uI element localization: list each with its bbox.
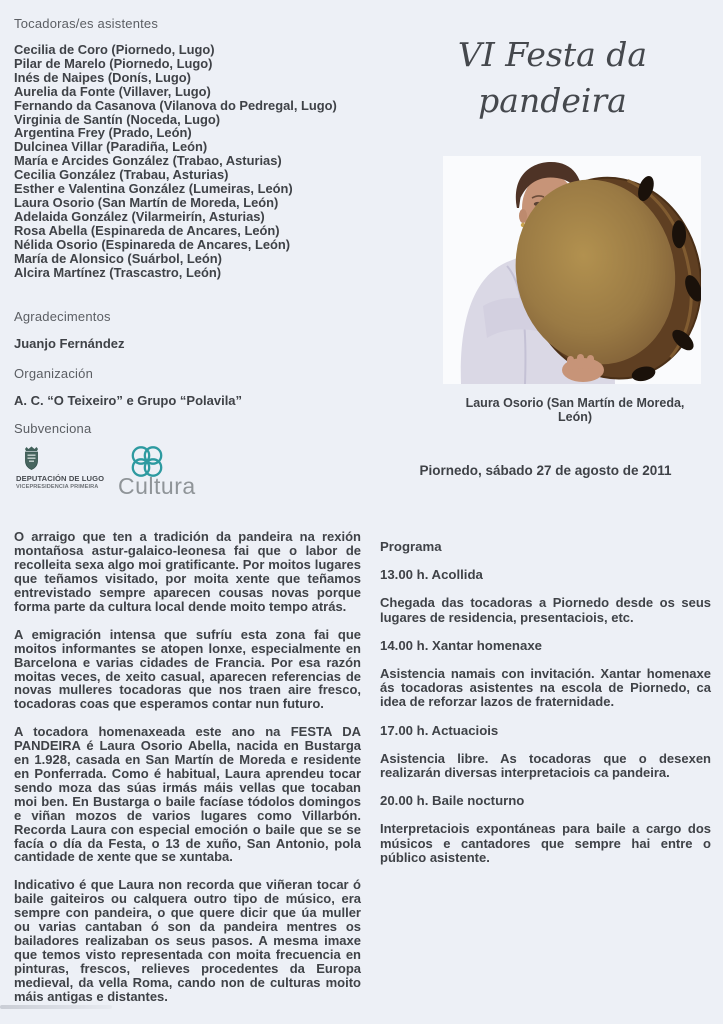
deputacion-name: DEPUTACIÓN DE LUGO	[16, 474, 105, 484]
sponsor-logos	[14, 446, 361, 508]
attendee-item: Alcira Martínez (Trascastro, León)	[14, 264, 222, 280]
program-description: Asistencia namais con invitación. Xantar homenaxe ás tocadoras asistentes na escola de Piornedo, ca idea de reforzar lazos de fraternidade.	[380, 666, 711, 710]
program-time: 13.00 h. Acollida	[380, 567, 483, 583]
laura-osorio-photo	[443, 156, 701, 424]
attendee-item: Virginia de Santín (Noceda, Lugo)	[14, 111, 221, 127]
program-entry	[380, 568, 711, 625]
attendee-item: María e Arcides González (Trabao, Asturias)	[14, 153, 282, 169]
attendees-list	[14, 43, 361, 279]
attendee-item: Dulcinea Villar (Paradiña, León)	[14, 139, 208, 155]
attendee-item: Rosa Abella (Espinareda de Ancares, León)	[14, 222, 280, 238]
deputacion-lugo-logo	[16, 446, 116, 490]
attendee-item: Aurelia da Fonte (Villaver, Lugo)	[14, 83, 211, 99]
program-description: Chegada das tocadoras a Piornedo desde os seus lugares de residencia, presentaciois, etc.	[380, 595, 711, 625]
body-paragraph: Indicativo é que Laura non recorda que viñeran tocar ó baile gaiteiros ou calquera outro tipo de músico, era sempre con pandeira, o que quere dicir que úa muller ou varias cantaban ó son da pandeira mentres os bailadores realizaban os seus pasos. A mesma imaxe que temos visto representada con moita frecuencia en pinturas, frescos, relieves procedentes da Europa medieval, da vella Roma, cando non de culturas moito máis antigas e distantes.	[14, 877, 361, 1004]
attendee-item: Cecilia de Coro (Piornedo, Lugo)	[14, 42, 215, 57]
attendee-item: Fernando da Casanova (Vilanova do Pedregal, Lugo)	[14, 97, 337, 113]
attendee-item: María de Alonsico (Suárbol, León)	[14, 250, 222, 266]
deputacion-subtitle: VICEPRESIDENCIA PRIMEIRA	[16, 484, 99, 491]
intro-paragraphs	[14, 530, 361, 1003]
body-paragraph: A emigración intensa que sufríu esta zona fai que moitos informantes se atopen lonxe, especialmente en Barcelona e varias cidades de Francia. Por esa razón moitas veces, de xeito casual, aparecen referencias de novas mulleres tocadoras que nos traen aire fresco, tocadoras coas que esperamos contar nun futuro.	[14, 626, 361, 712]
program-description: Asistencia libre. As tocadoras que o desexen realizarán diversas interpretaciois ca pandeira.	[380, 750, 711, 781]
body-paragraph: A tocadora homenaxeada este ano na FESTA DA PANDEIRA é Laura Osorio Abella, nacida en Bustarga en 1.928, casada en San Martín de Moreda e residente en Ponferrada. Como é habitual, Laura aprendeu tocar sendo moza das súas irmás máis vellas que tocaban moi ben. En Bustarga o baile facíase tódolos domingos e viñan mozos de varios lugares como Villarbón. Recorda Laura con especial emoción o baile que se se facía o día da Festa, o 13 de xuño, San Antonio, pola cantidade de xente que se xuntaba.	[14, 724, 361, 865]
pandeira-photo-illustration	[443, 156, 701, 384]
page-title: VI Festa da pandeira	[457, 35, 648, 120]
attendee-item: Nélida Osorio (Espinareda de Ancares, León)	[14, 236, 291, 252]
program-section	[380, 540, 711, 865]
sponsor-heading: Subvenciona	[14, 421, 92, 437]
photo-caption: Laura Osorio (San Martín de Moreda, León)	[465, 396, 685, 424]
cultura-label: Cultura	[118, 473, 196, 500]
program-entry	[380, 794, 711, 865]
cultura-logo	[118, 446, 238, 498]
program-heading: Programa	[380, 539, 442, 554]
program-description: Interpretaciois expontáneas para baile a cargo dos músicos e cantadores que sempre hai entre o público asistente.	[380, 821, 711, 865]
attendee-item: Cecilia González (Trabau, Asturias)	[14, 167, 229, 183]
event-date: Piornedo, sábado 27 de agosto de 2011	[419, 463, 672, 478]
program-time: 17.00 h. Actuaciois	[380, 722, 499, 738]
body-paragraph: O arraigo que ten a tradición da pandeira na rexión montañosa astur-galaico-leonesa fai que o labor de recolleita sexa algo moi gratificante. Por moitos lugares que teñamos visitado, por moita xente que teñamos entrevistado sempre aparecen cousas novas porque forma parte da cultura local dende moito tempo atrás.	[14, 529, 361, 614]
attendee-item: Pilar de Marelo (Piornedo, Lugo)	[14, 55, 213, 71]
program-time: 14.00 h. Xantar homenaxe	[380, 637, 542, 653]
thanks-heading: Agradecimentos	[14, 309, 111, 325]
attendee-item: Argentina Frey (Prado, León)	[14, 125, 192, 141]
scan-artifact	[0, 1005, 112, 1009]
attendee-item: Adelaida González (Vilarmeirín, Asturias)	[14, 208, 265, 224]
shield-crest-icon	[22, 446, 41, 471]
program-list	[380, 568, 711, 865]
program-entry	[380, 639, 711, 710]
thanks-name: Juanjo Fernández	[14, 336, 125, 352]
program-time: 20.00 h. Baile nocturno	[380, 793, 525, 809]
right-column	[380, 16, 711, 879]
left-column	[14, 16, 361, 1018]
organization-heading: Organización	[14, 366, 93, 382]
attendees-heading: Tocadoras/es asistentes	[14, 16, 159, 31]
attendee-item: Laura Osorio (San Martín de Moreda, León)	[14, 194, 279, 210]
attendee-item: Inés de Naipes (Donís, Lugo)	[14, 69, 191, 85]
attendee-item: Esther e Valentina González (Lumeiras, León)	[14, 181, 293, 197]
program-entry	[380, 724, 711, 781]
organization-name: A. C. “O Teixeiro” e Grupo “Polavila”	[14, 393, 243, 409]
